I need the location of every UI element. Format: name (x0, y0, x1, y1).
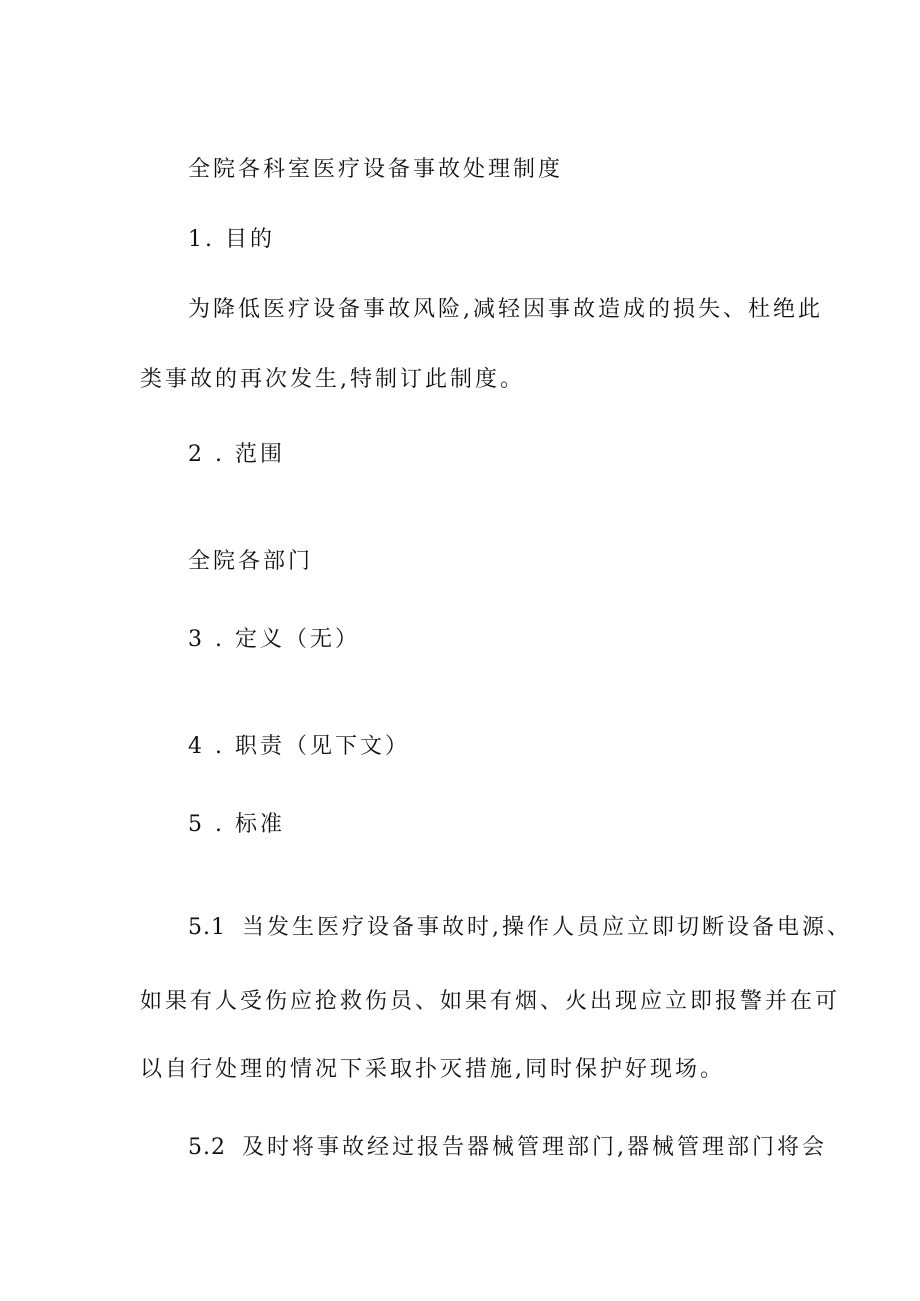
item-5-1-line-2: 如果有人受伤应抢救伤员、如果有烟、火出现应立即报警并在可 (140, 989, 841, 1014)
section-1-body-line-1: 为降低医疗设备事故风险,减轻因事故造成的损失、杜绝此 (188, 297, 823, 322)
section-3-heading: 3 . 定义（无） (188, 627, 360, 652)
section-1-heading: 1. 目的 (188, 227, 275, 252)
item-5-2-number: 5.2 (188, 1135, 226, 1160)
section-4-heading: 4 . 职责（见下文） (188, 734, 410, 759)
section-5-heading: 5 . 标准 (188, 812, 285, 837)
item-5-1-text-line-1: 当发生医疗设备事故时,操作人员应立即切断设备电源、 (242, 915, 852, 940)
item-5-1-number: 5.1 (188, 915, 226, 940)
section-2-heading: 2 . 范围 (188, 442, 285, 467)
item-5-2-text-line-1: 及时将事故经过报告器械管理部门,器械管理部门将会 (242, 1135, 827, 1160)
section-1-body-line-2: 类事故的再次发生,特制订此制度。 (140, 367, 525, 392)
item-5-1-line-3: 以自行处理的情况下采取扑灭措施,同时保护好现场。 (140, 1057, 725, 1082)
item-5-2-line-1 (188, 1133, 827, 1163)
section-2-body: 全院各部门 (188, 549, 314, 574)
document-title: 全院各科室医疗设备事故处理制度 (188, 157, 564, 182)
item-5-1-line-1 (188, 913, 852, 943)
